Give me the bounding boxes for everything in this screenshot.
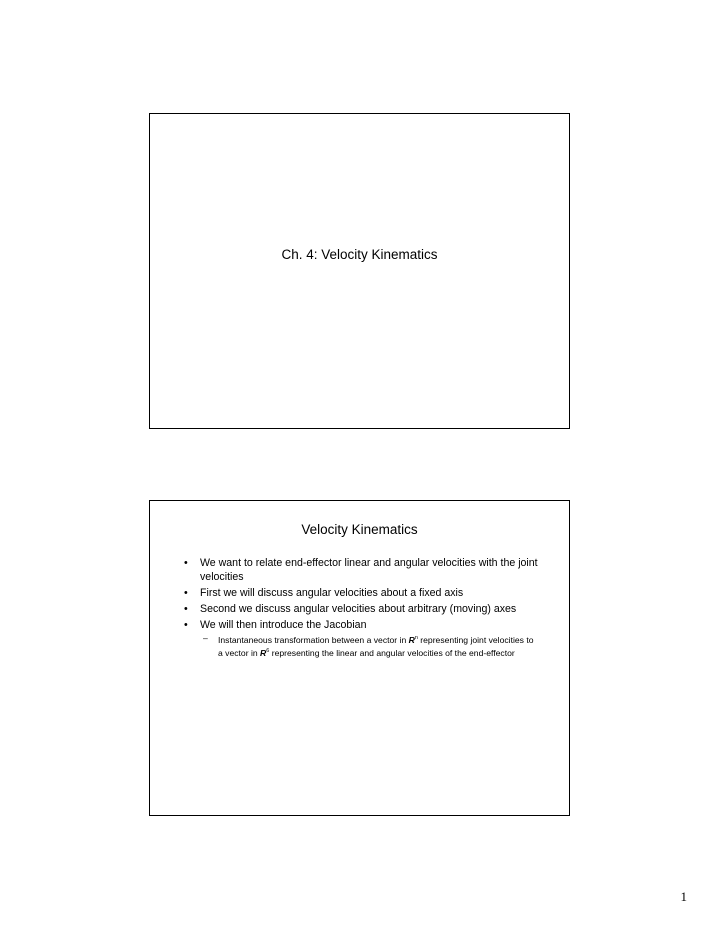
slide-1 xyxy=(149,113,570,429)
sub-bullet-text-part-2: representing joint velocities to a vector in xyxy=(218,635,534,659)
sub-bullet-item xyxy=(200,633,534,659)
bullet-text: Second we discuss angular velocities about arbitrary (moving) axes xyxy=(200,602,517,615)
slide-2 xyxy=(149,500,570,816)
bullet-list xyxy=(184,557,539,662)
bullet-marker: • xyxy=(184,586,188,599)
bullet-text: We will then introduce the Jacobian xyxy=(200,618,367,631)
bullet-item xyxy=(184,619,539,660)
bullet-item xyxy=(184,587,539,601)
math-symbol-R: R xyxy=(260,648,267,659)
bullet-item xyxy=(184,557,539,584)
sub-bullet-marker: – xyxy=(203,633,208,643)
bullet-text: We want to relate end-effector linear and angular velocities with the joint velocities xyxy=(200,557,538,583)
bullet-item xyxy=(184,603,539,617)
bullet-marker: • xyxy=(184,557,188,569)
sub-bullet-list xyxy=(200,633,539,659)
math-superscript-6: 6 xyxy=(266,648,270,655)
math-symbol-R: R xyxy=(408,635,415,645)
slide-2-title: Velocity Kinematics xyxy=(301,522,418,537)
sub-bullet-text-part-1: Instantaneous transformation between a vector in xyxy=(218,635,409,645)
bullet-text: First we will discuss angular velocities about a fixed axis xyxy=(200,586,464,599)
sub-bullet-text-part-3: representing the linear and angular velocities of the end-effector xyxy=(269,648,515,659)
math-superscript-n: n xyxy=(414,635,418,641)
bullet-marker: • xyxy=(184,602,188,615)
bullet-marker: • xyxy=(184,618,188,631)
slide-1-title: Ch. 4: Velocity Kinematics xyxy=(281,247,438,262)
page-number: 1 xyxy=(680,889,687,904)
